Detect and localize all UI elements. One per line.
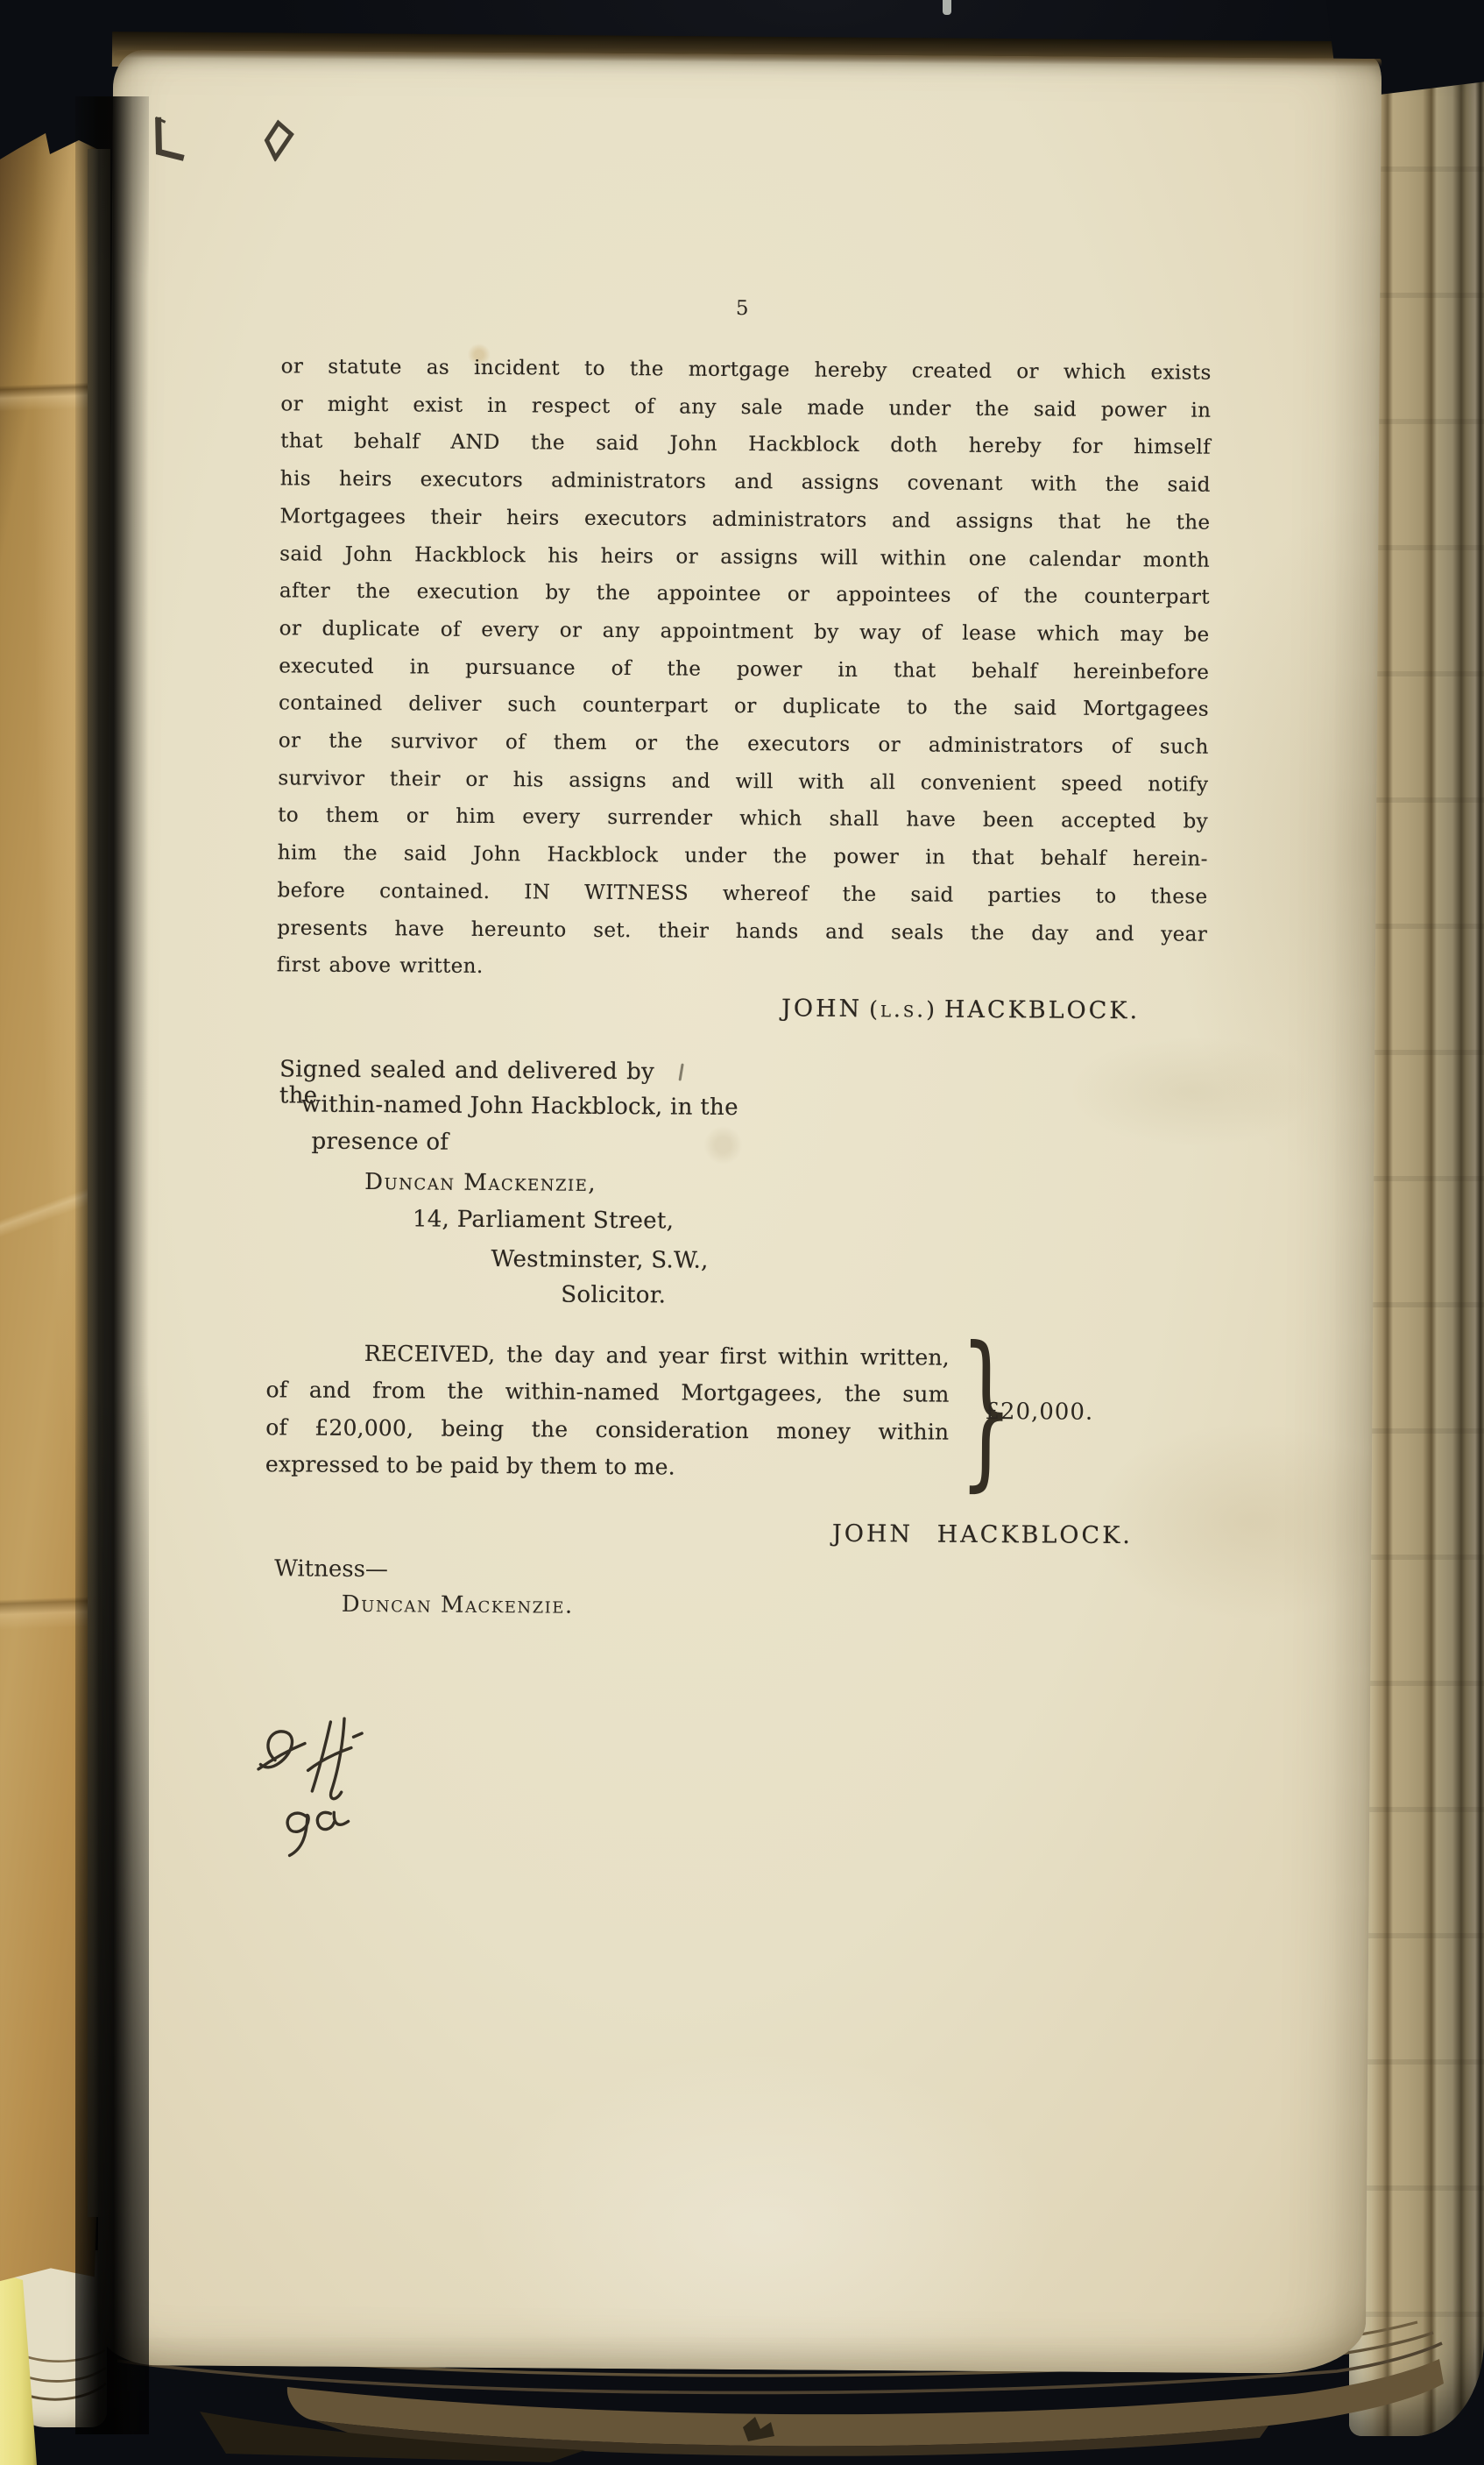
handwritten-flourish — [250, 1704, 422, 1862]
receipt-brace: } — [958, 1311, 1014, 1508]
signature-with-seal — [720, 995, 1202, 1025]
scan-artifact-fleck — [943, 0, 951, 15]
seal-abbreviation: (l.s.) — [869, 996, 938, 1023]
receipt-line: of and from the within-named Mortgagees, the sum — [265, 1377, 950, 1407]
receipt-amount: £20,000. — [985, 1398, 1094, 1426]
body-line: or the survivor of them or the executors or administrators of such — [278, 729, 1209, 759]
receipt-line: expressed to be paid by them to me. — [265, 1451, 675, 1480]
body-line: Mortgagees their heirs executors administrators and assigns that he the — [279, 505, 1211, 535]
body-line: survivor their or his assigns and will with all convenient speed notify — [278, 767, 1209, 797]
body-line: executed in pursuance of the power in that behalf hereinbefore — [279, 654, 1210, 684]
body-line: or might exist in respect of any sale made under the said power in — [280, 393, 1212, 422]
binding-mark-left — [147, 115, 191, 164]
page-number: 5 — [735, 296, 749, 321]
attestation-line: Signed sealed and delivered by the — [279, 1056, 655, 1109]
receipt-line: RECEIVED, the day and year first within written, — [364, 1341, 950, 1371]
witness-label: Witness— — [274, 1555, 389, 1583]
stray-ink-mark — [678, 1063, 683, 1080]
signature-receipt: JOHN HACKBLOCK. — [831, 1519, 1133, 1550]
receipt-clause — [265, 1335, 950, 1488]
body-line: that behalf AND the said John Hackblock doth hereby for himself — [280, 429, 1212, 460]
body-line: first above written. — [276, 953, 484, 979]
body-line: contained deliver such counterpart or duplicate to the said Mortgagees — [278, 691, 1210, 722]
witness-signature: Duncan Mackenzie. — [341, 1590, 574, 1619]
attestation-witness-name: Duncan Mackenzie, — [364, 1169, 597, 1197]
attestation-address: 14, Parliament Street, — [412, 1206, 675, 1235]
body-line: before contained. IN WITNESS whereof the said parties to these — [277, 879, 1208, 909]
binding-mark-right — [259, 119, 298, 161]
body-line: presents have hereunto set. their hands and seals the day and year — [277, 916, 1208, 946]
body-line: or duplicate of every or any appointment by way of lease which may be — [279, 617, 1210, 647]
attestation-line: within-named John Hackblock, in the — [300, 1091, 738, 1121]
body-line: after the execution by the appointee or appointees of the counterpart — [279, 579, 1210, 609]
attestation-address: Westminster, S.W., — [491, 1246, 709, 1274]
attestation-occupation: Solicitor. — [561, 1281, 667, 1309]
body-line: or statute as incident to the mortgage hereby created or which exists — [280, 355, 1212, 385]
receipt-line: of £20,000, being the consideration money within — [265, 1413, 950, 1445]
document-page — [97, 50, 1382, 2374]
body-line: him the said John Hackblock under the power in that behalf herein- — [277, 841, 1208, 871]
deed-body-paragraph — [277, 348, 1212, 990]
signature-first-name: JOHN — [781, 995, 863, 1023]
body-line: to them or him every surrender which shall have been accepted by — [278, 804, 1209, 834]
signature-surname: HACKBLOCK. — [943, 995, 1141, 1025]
body-line: said John Hackblock his heirs or assigns will within one calendar month — [279, 542, 1211, 572]
body-line: his heirs executors administrators and assigns covenant with the said — [279, 467, 1211, 497]
attestation-line: presence of — [311, 1128, 449, 1156]
